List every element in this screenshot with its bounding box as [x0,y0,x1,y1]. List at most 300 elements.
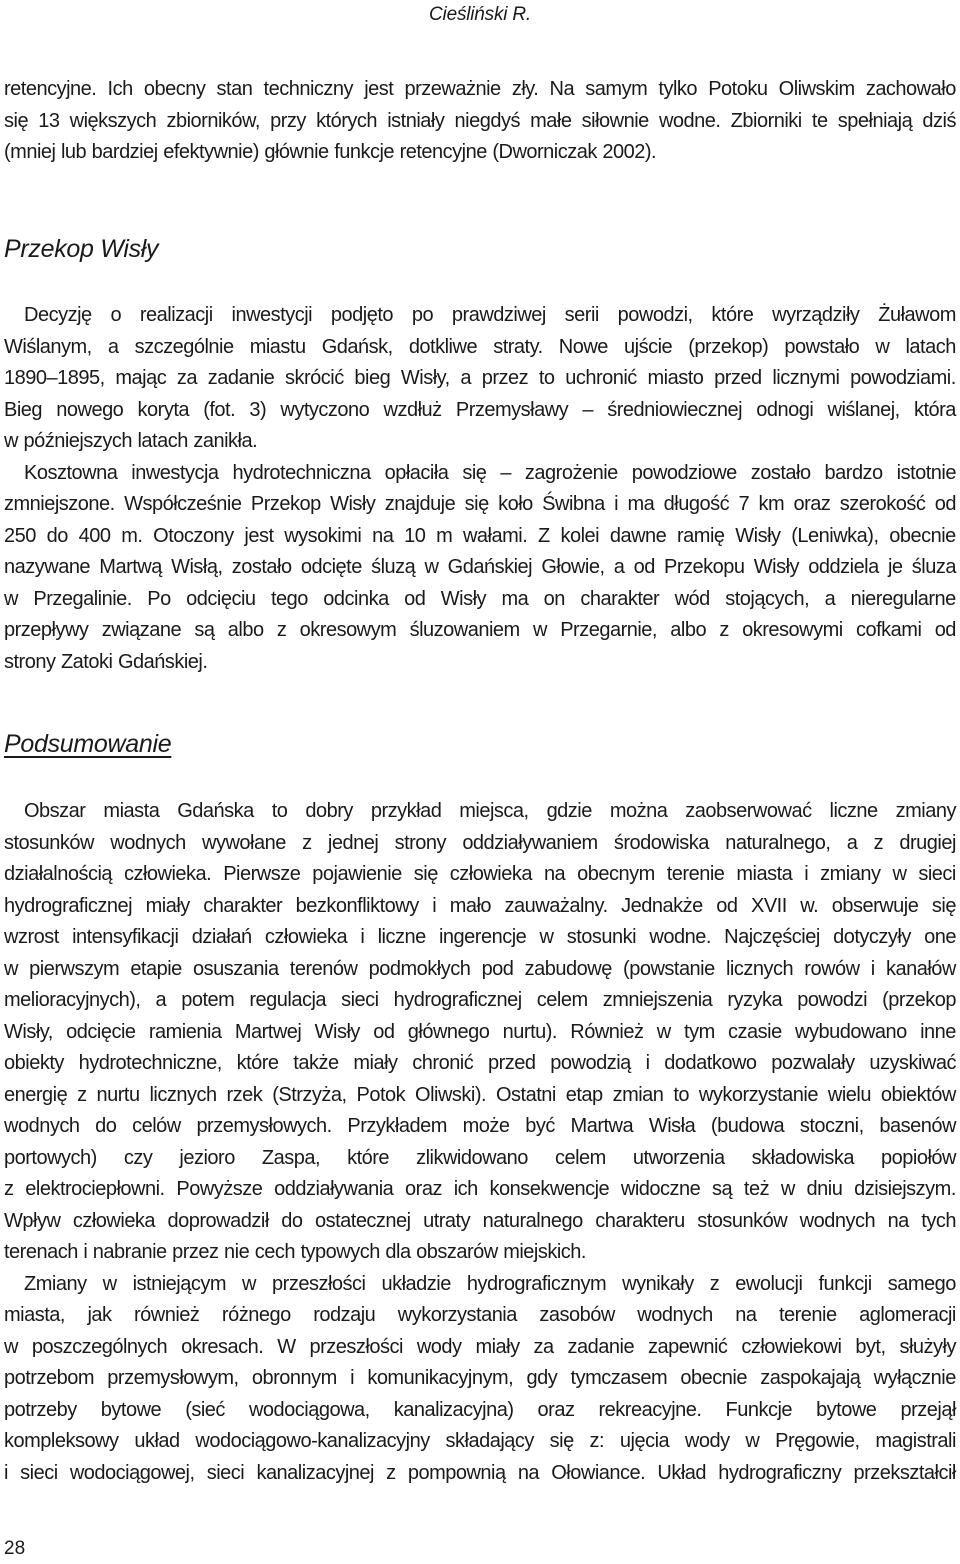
word: i [432,894,437,917]
text-line [4,1111,956,1143]
word: śluzą [371,556,416,578]
word: kolei [560,524,600,547]
word: od [716,894,738,917]
text-line [4,1017,956,1049]
word: Ostatni [495,1083,556,1106]
word: hydrograficznym [466,1272,607,1295]
word: Funkcje [725,1398,793,1421]
word: Zatoki [60,650,113,673]
text-line [4,1395,956,1427]
word: licznych [149,1083,217,1106]
word: odcięcie [66,1020,136,1043]
word: zauważalny. [504,894,608,917]
word: Wisły [314,1020,360,1043]
word: dotkliwe [408,335,478,358]
word: 3) [249,398,267,421]
word: które [347,1146,390,1169]
word: etap [565,1083,603,1106]
word: licznych [725,957,794,980]
word: które [236,1052,279,1074]
word: liczne [377,926,426,948]
word: ujęcia [619,1430,670,1452]
word: charakter [580,587,660,610]
word: na [735,1304,757,1326]
word: straty. [493,335,543,358]
word: Kosztowna [24,461,118,484]
word: kanalizacyjnej [256,1461,374,1484]
text-line [4,615,956,647]
word: oddziaływaniem [462,831,598,854]
word: i [645,1052,650,1074]
word: wynikały [622,1272,694,1295]
word: za [176,367,198,389]
text-line [4,954,956,986]
word: składowiska [751,1146,854,1169]
word: miejskich. [503,1241,586,1263]
text-line [4,1300,956,1332]
word: się [464,493,489,515]
word: terenie [666,863,725,885]
word: Zmiany [24,1272,87,1295]
word: zły. [511,78,539,100]
word: Świbna [542,493,605,515]
word: powodziowe [631,461,737,484]
word: nazywane [4,556,91,578]
word: przekształcił [853,1461,956,1484]
text-line [4,1363,956,1395]
word: zostało [231,556,292,578]
word: wybudowano [795,1020,907,1043]
word: naturalnego [482,1209,583,1232]
word: realizacji [139,304,213,326]
word: Również [570,1020,644,1043]
word: obecny [143,78,206,100]
word: a [107,335,119,358]
word: serii [564,304,599,326]
word: z [4,1178,14,1200]
text-line [4,828,956,860]
word: inwestycja [131,461,219,484]
word: jak [87,1304,112,1326]
word: bytowe [100,1398,162,1421]
word: bardziej [91,141,158,163]
word: (mniej [4,141,56,163]
word: Bieg [4,398,43,421]
word: w [780,1178,795,1200]
word: naturalnego, [725,831,831,854]
word: okresach. [181,1335,264,1358]
word: stosunków [697,1209,788,1232]
word: wody [416,1335,462,1358]
word: ryzyka [727,989,783,1011]
word: celem [536,989,588,1011]
word: m [436,524,453,547]
word: Zbiorniki [730,109,802,132]
word: osuszania [193,957,279,980]
word: Układ [657,1461,707,1484]
word: Przekopu [664,556,745,578]
word: od [934,619,956,641]
word: komunikacyjnym, [367,1367,514,1389]
word: Zaspa, [261,1146,321,1169]
word: się [413,863,438,885]
word: przed [488,1052,536,1074]
word: Oliwski). [415,1083,487,1106]
word: charakter [203,894,283,917]
word: są [712,1178,733,1200]
text-line [4,796,956,828]
word: wielu [827,1083,871,1106]
word: człowieka [449,863,532,885]
word: one [924,926,956,948]
word: okresowymi [742,619,843,641]
word: funkcji [818,1272,872,1295]
word: stan [216,78,253,100]
word: przemysłowych. [196,1115,332,1137]
text-line [4,426,956,458]
word: Martwa [570,1115,634,1137]
word: prawdziwej [451,304,546,326]
word: nabranie [92,1241,167,1263]
word: charakteru [595,1209,685,1232]
word: Wisłą, [171,556,223,578]
word: on [543,587,565,610]
word: z [873,831,884,854]
word: średniowiecznej [607,398,743,421]
text-line [4,922,956,954]
word: sieci [341,989,379,1011]
word: latach [905,335,956,358]
word: Pręgowie, [775,1430,860,1452]
word: okresowym [299,619,397,641]
word: zmiany [895,800,956,822]
word: się [462,461,487,484]
section-heading-przekop-wisly: Przekop Wisły [4,235,159,263]
word: Współcześnie [124,493,242,515]
word: Gdańskiej. [117,650,208,673]
word: pierwszym [29,957,120,980]
word: samym [585,78,648,100]
word: to [271,800,288,822]
word: bezkonfliktowy [295,894,419,917]
word: z [719,619,729,641]
word: w [4,1335,18,1358]
word: wzrost [4,926,59,948]
text-line [4,521,956,553]
word: wodne. [658,109,721,132]
word: śluzowaniem [409,619,520,641]
word: z [709,1272,720,1295]
text-line [4,1332,956,1364]
word: składający [445,1430,534,1452]
word: podjęto [330,304,394,326]
text-line [4,552,956,584]
word: gdzie [546,800,592,822]
word: dobry [305,800,353,822]
word: zostało [750,461,811,484]
word: głównie [264,141,329,163]
word: zmniejszone. [4,493,115,515]
word: melioracyjnych), [4,989,141,1011]
word: cofkami [856,619,922,641]
word: terenach [4,1241,78,1263]
word: bytowe [816,1398,877,1421]
word: bardzo [824,461,883,484]
word: terenie [778,1304,837,1326]
word: człowieka [72,1209,156,1232]
word: odnogi [756,398,814,421]
word: układ [134,1430,180,1452]
word: etapie [130,957,182,980]
word: obszarów [416,1241,498,1263]
word: które [711,304,754,326]
word: (przekop) [688,335,769,358]
word: związane [101,619,182,641]
word: zbiorników, [166,109,260,132]
word: odcięciu [186,587,256,610]
word: Martwej [234,1020,302,1043]
word: nie [224,1241,250,1263]
word: byt, [855,1335,886,1358]
word: jest [364,78,394,100]
word: Wisły [440,587,487,610]
text-line [4,74,956,106]
word: w [4,587,18,610]
word: miastu [249,335,306,358]
word: działalnością [4,863,113,885]
word: zaspokajają [760,1367,861,1389]
text-line [4,985,956,1017]
word: głównego [407,1020,490,1043]
word: w [242,1272,256,1295]
word: – [582,398,593,421]
word: służyły [899,1335,956,1358]
word: do [46,524,68,547]
text-line [4,1080,956,1112]
word: stoczni, [799,1115,864,1137]
word: Z [538,524,550,547]
word: sieci [206,1461,245,1484]
word: strony [4,650,56,673]
word: obiekty [4,1052,64,1074]
word: większych [69,109,157,132]
word: inne [920,1020,956,1043]
word: lub [60,141,87,163]
word: wiślanej, [827,398,900,421]
word: zmiany [820,863,881,885]
text-line [4,891,956,923]
word: odcięte [300,556,362,578]
word: w [4,957,18,980]
word: wodociągowej, [69,1461,195,1484]
word: Gdańskiej [447,556,533,578]
word: 10 [404,524,426,547]
word: retencyjne. [4,78,97,100]
word: (Dworniczak [492,141,597,163]
word: regulacja [249,989,327,1011]
word: Potoku [708,78,768,100]
word: obiektów [880,1083,956,1106]
word: miasto [647,367,704,389]
word: zadanie [567,1335,635,1358]
word: licznymi [772,367,840,389]
word: powodzią [550,1052,631,1074]
word: km [758,493,785,515]
word: wodnych [110,831,186,854]
word: i [4,1461,8,1484]
word: i [614,493,619,515]
word: z [386,1461,396,1484]
word: Jednakże [621,894,703,917]
text-line [4,489,956,521]
word: od [633,556,655,578]
word: nurtu [96,1083,140,1106]
word: przez [481,367,529,389]
word: zagrożenie [524,461,618,484]
word: oddziela [808,556,879,578]
word: dziś [922,109,956,132]
text-line [4,1174,956,1206]
word: w [656,1020,671,1043]
word: stosunków [4,831,94,854]
word: W [277,1335,296,1358]
word: miasta [736,863,793,885]
word: oddziaływania [274,1178,394,1200]
word: Wisły, [400,367,450,389]
word: środowiska [613,831,709,854]
word: rekreacyjne. [598,1398,702,1421]
word: tym [684,1020,715,1043]
text-line [4,584,956,616]
word: ostatecznej [314,1209,411,1232]
text-line [4,1458,956,1490]
word: działań [191,926,252,948]
word: na [887,1209,909,1232]
word: w [4,430,18,452]
word: nowego [56,398,124,421]
word: te [811,109,828,132]
word: kanalizacyjna) [393,1398,514,1421]
word: podmokłych [368,957,471,980]
word: celów [132,1115,181,1137]
word: spełniają [837,109,913,132]
word: wytyczono [280,398,370,421]
word: albo [670,619,707,641]
word: wody [684,1430,730,1452]
word: Po [147,587,171,610]
word: są [194,619,215,641]
word: z [276,619,287,641]
word: wykorzystanie [698,1083,818,1106]
word: być [525,1115,555,1137]
word: Oliwskim [778,78,855,100]
word: ramię [677,524,725,547]
word: techniczny [263,78,354,100]
word: powodzi [797,989,868,1011]
word: je [887,556,903,578]
word: dodatkowo [664,1052,757,1074]
word: utworzenia [632,1146,725,1169]
word: konsekwencje [489,1178,610,1200]
word: Otoczony [153,524,234,547]
word: zasobów [539,1304,615,1326]
word: wyłącznie [873,1367,956,1389]
word: basenów [879,1115,956,1137]
word: elektrociepłowni. [25,1178,165,1200]
word: miały [353,1052,398,1074]
word: tylko [658,78,698,100]
text-line [4,1048,956,1080]
word: Wiślanym, [4,335,92,358]
word: zlikwidowano [416,1146,528,1169]
word: powodziami. [850,367,956,389]
word: rodzaju [313,1304,376,1326]
word: zanikła. [193,430,258,452]
word: przejął [900,1398,956,1421]
word: obecnie [680,1367,747,1389]
word: poszczególnych [31,1335,168,1358]
word: oraz [793,493,831,515]
word: powodzi, [617,304,693,326]
word: obecnym [577,863,655,885]
word: m. [121,524,143,547]
word: na [372,524,394,547]
word: w [892,863,907,885]
word: Przykładem [347,1115,447,1137]
text-line [4,395,956,427]
word: w [539,926,554,948]
word: Przegalinie. [33,587,132,610]
word: małe [530,109,572,132]
word: ich [453,1178,478,1200]
word: rzek [226,1083,263,1106]
word: Obszar [24,800,86,822]
word: to [673,1083,689,1106]
word: 13 [38,109,60,132]
word: od [404,587,426,610]
word: w [102,1272,117,1295]
word: zmniejszenia [602,989,713,1011]
section-body-podsumowanie [4,796,956,1489]
word: z [302,831,312,854]
word: pojawienie [312,863,402,885]
word: hydrograficznej [393,989,522,1011]
word: Najczęściej [724,926,820,948]
word: Wisły, [4,1020,53,1043]
word: koło [498,493,533,515]
word: skrócić [284,367,344,389]
word: ma [627,493,655,515]
word: Pierwsze [223,863,301,885]
word: samego [887,1272,956,1295]
word: która [913,398,956,421]
word: potem [181,989,235,1011]
word: i [360,926,365,948]
word: potrzebom [4,1367,94,1389]
text-line [4,1237,956,1269]
word: przeszłości [309,1335,403,1358]
word: Przegarnie, [560,619,657,641]
word: i [870,957,875,980]
word: a [846,831,858,854]
word: których [316,109,378,132]
word: na [517,1461,540,1484]
word: zmian [612,1083,664,1106]
word: się [931,894,956,917]
word: ingerencje [438,926,527,948]
word: istniejącym [132,1272,227,1295]
word: miasta [103,800,160,822]
